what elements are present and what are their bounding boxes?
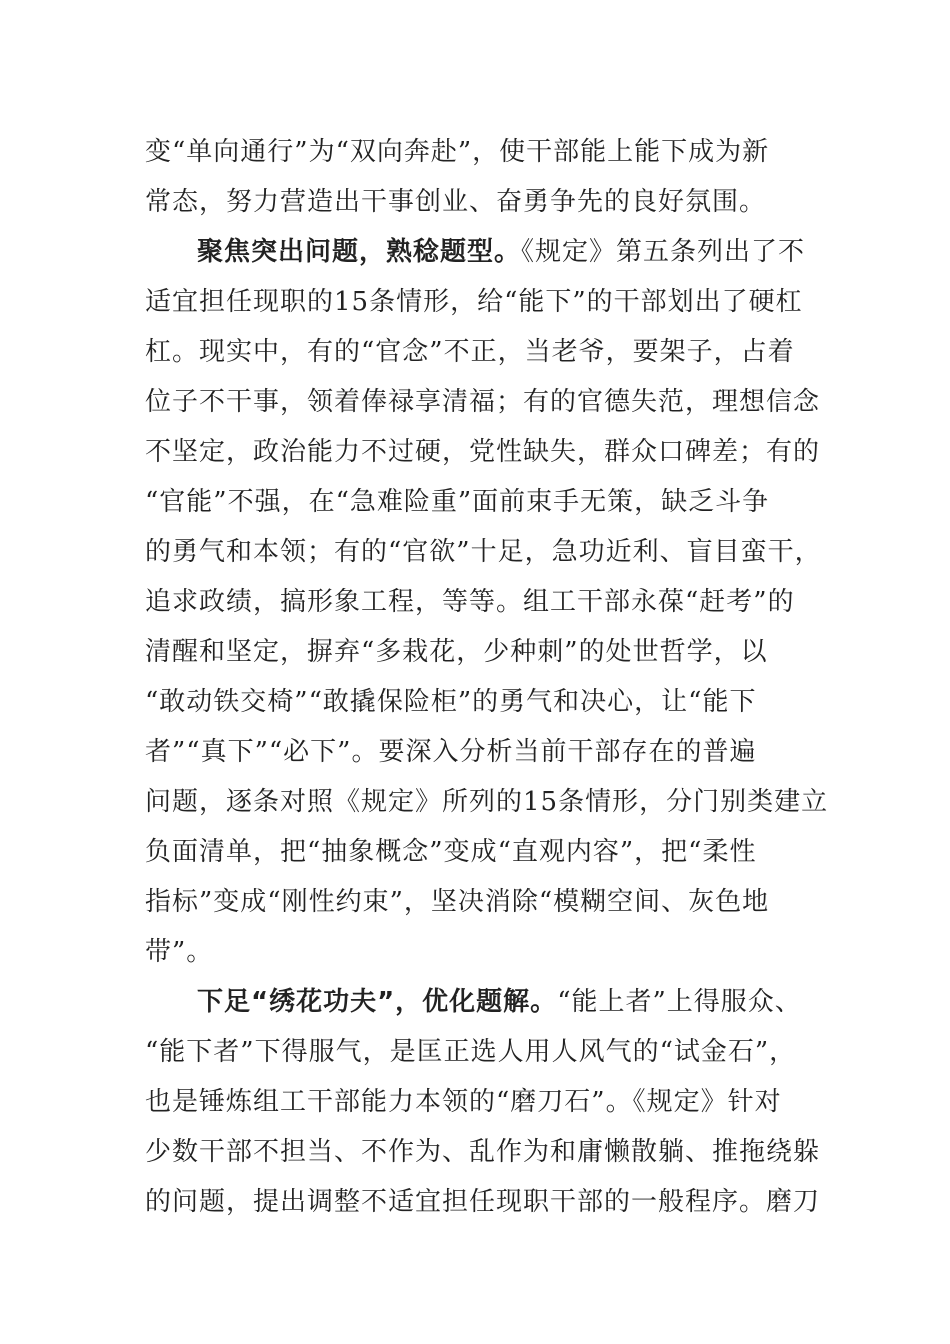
paragraph-first-line [197, 235, 805, 269]
text-line: 负面清单，把“抽象概念”变成“直观内容”，把“柔性 [145, 837, 757, 867]
text-line: 清醒和坚定，摒弃“多栽花，少种刺”的处世哲学，以 [145, 637, 768, 667]
text-line: 的勇气和本领；有的“官欲”十足，急功近利、盲目蛮干， [145, 537, 822, 567]
text-line: 变“单向通行”为“双向奔赴”，使干部能上能下成为新 [145, 137, 770, 167]
text-line: 也是锤炼组工干部能力本领的“磨刀石”。《规定》针对 [145, 1087, 782, 1117]
paragraph-heading: 下足“绣花功夫”，优化题解。 [197, 987, 558, 1017]
paragraph-text: “能上者”上得服众、 [557, 987, 802, 1017]
paragraph-text: 《规定》第五条列出了不 [521, 237, 806, 267]
paragraph-first-line [197, 985, 802, 1019]
text-line: 少数干部不担当、不作为、乱作为和庸懒散躺、推拖绕躲 [145, 1137, 821, 1167]
text-line: 追求政绩，搞形象工程，等等。组工干部永葆“赶考”的 [145, 587, 795, 617]
text-line: 常态，努力营造出干事创业、奋勇争先的良好氛围。 [145, 187, 767, 217]
text-line: 位子不干事，领着俸禄享清福；有的官德失范，理想信念 [145, 387, 821, 417]
text-line: 指标”变成“刚性约束”，坚决消除“模糊空间、灰色地 [145, 887, 770, 917]
text-line: 不坚定，政治能力不过硬，党性缺失，群众口碑差；有的 [145, 437, 821, 467]
text-line: 者”“真下”“必下”。要深入分析当前干部存在的普遍 [145, 737, 757, 767]
text-line: 的问题，提出调整不适宜担任现职干部的一般程序。磨刀 [145, 1187, 821, 1217]
paragraph-heading: 聚焦突出问题，熟稔题型。 [197, 237, 522, 267]
text-line: 问题，逐条对照《规定》所列的15条情形，分门别类建立 [145, 787, 829, 817]
text-line: “官能”不强，在“急难险重”面前束手无策，缺乏斗争 [145, 487, 770, 517]
text-line: “敢动铁交椅”“敢撬保险柜”的勇气和决心，让“能下 [145, 687, 757, 717]
text-line: “能下者”下得服气，是匡正选人用人风气的“试金石”， [145, 1037, 797, 1067]
text-line: 适宜担任现职的15条情形，给“能下”的干部划出了硬杠 [145, 287, 803, 317]
text-line: 杠。现实中，有的“官念”不正，当老爷，要架子，占着 [145, 337, 795, 367]
text-line: 带”。 [145, 937, 214, 967]
